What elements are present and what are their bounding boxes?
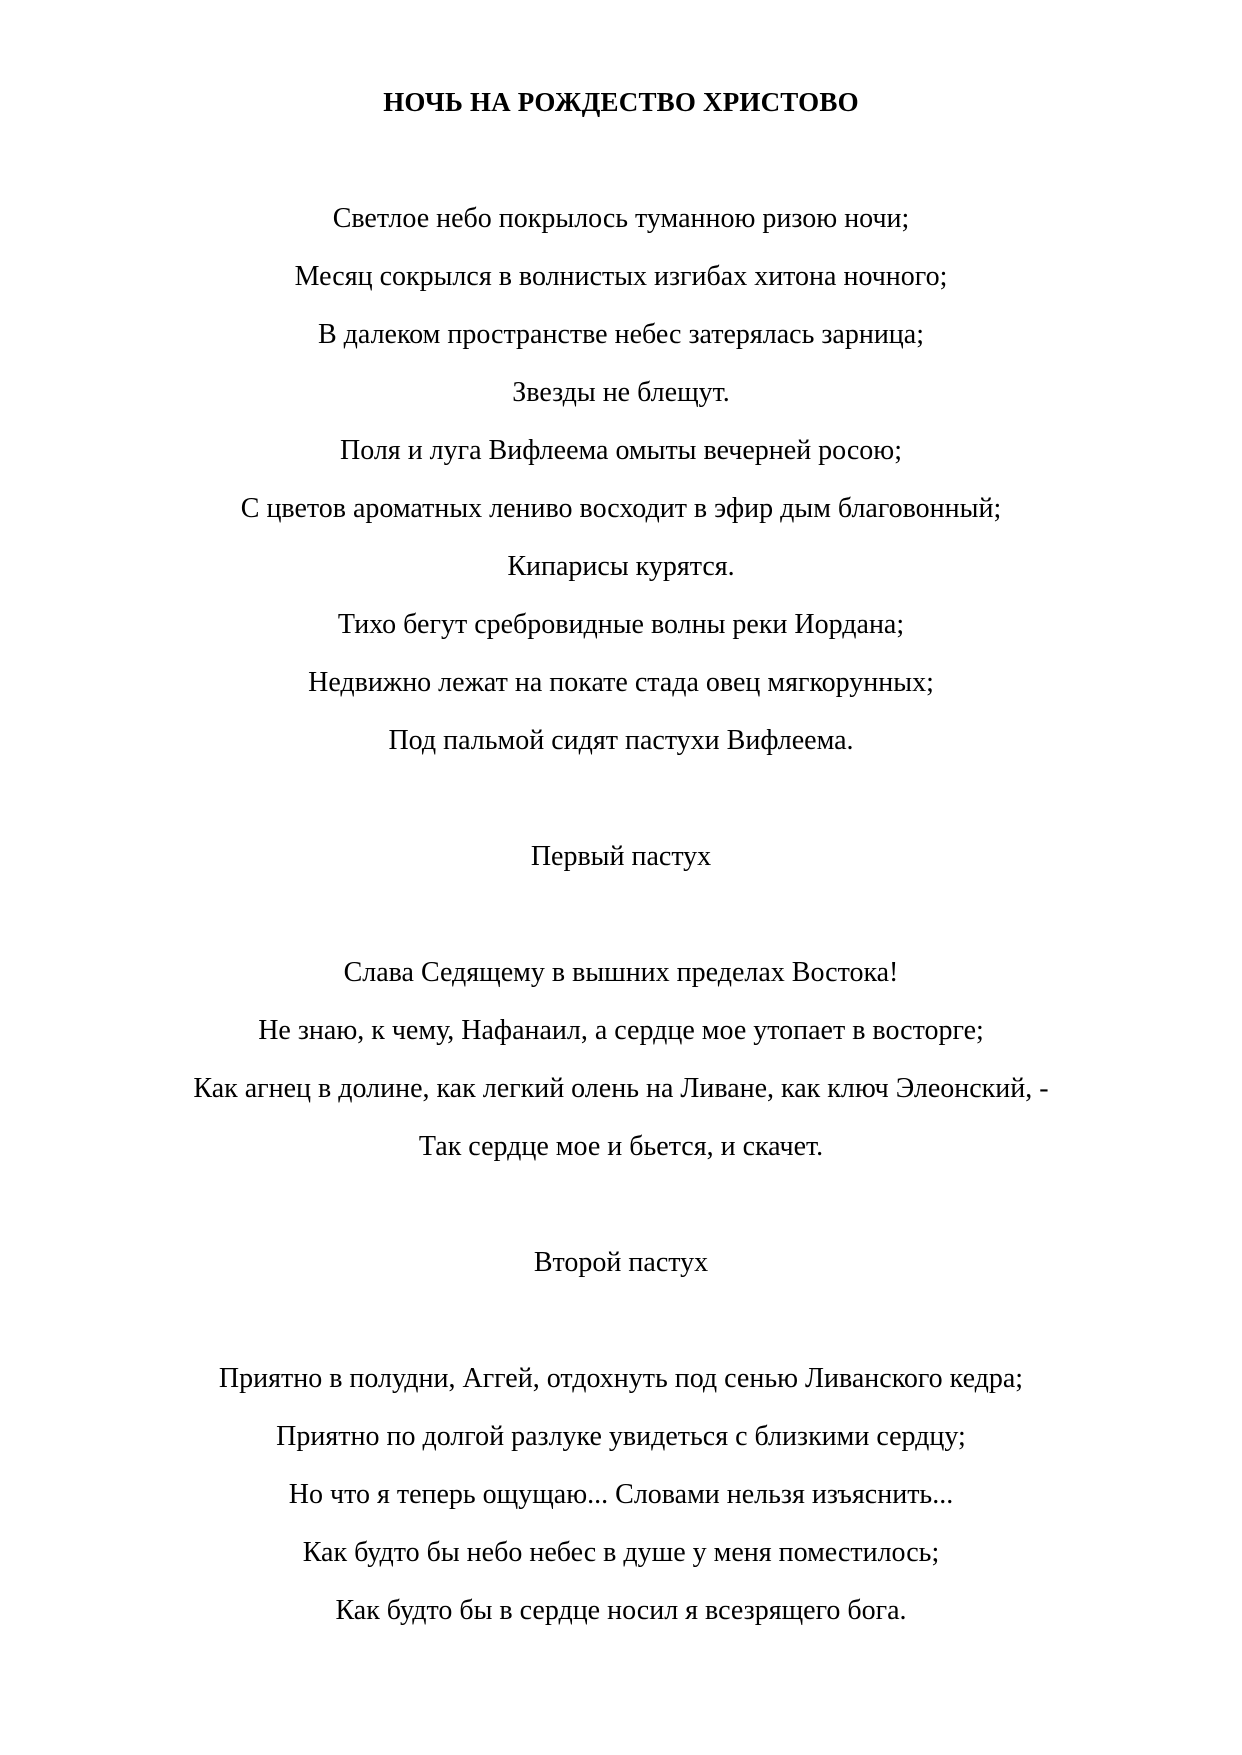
speaker-heading-second-shepherd: Второй пастух <box>533 1247 709 1278</box>
verse-line: Недвижно лежат на покате стада овец мягкорунных; <box>308 667 934 698</box>
verse-line: Под пальмой сидят пастухи Вифлеема. <box>388 725 854 756</box>
page-title: НОЧЬ НА РОЖДЕСТВО ХРИСТОВО <box>383 87 859 117</box>
verse-line: Как будто бы в сердце носил я всезрящего бога. <box>335 1595 907 1626</box>
verse-line: Звезды не блещут. <box>512 377 730 408</box>
stanza-introduction <box>0 190 1242 770</box>
verse-line: Кипарисы курятся. <box>507 551 735 582</box>
verse-line: Поля и луга Вифлеема омыты вечерней росою; <box>339 435 903 466</box>
verse-line: Слава Седящему в вышних пределах Востока! <box>343 957 899 988</box>
verse-line: С цветов ароматных лениво восходит в эфир дым благовонный; <box>240 493 1002 524</box>
verse-line: Месяц сокрылся в волнистых изгибах хитона ночного; <box>294 261 948 292</box>
verse-line: Так сердце мое и бьется, и скачет. <box>418 1131 824 1162</box>
verse-line: Приятно в полудни, Аггей, отдохнуть под сенью Ливанского кедра; <box>218 1363 1024 1394</box>
verse-line: Как будто бы небо небес в душе у меня поместилось; <box>302 1537 940 1568</box>
verse-line: В далеком пространстве небес затерялась зарница; <box>317 319 924 350</box>
verse-line: Тихо бегут сребровидные волны реки Иордана; <box>337 609 905 640</box>
stanza-first-shepherd <box>0 944 1242 1176</box>
verse-line: Как агнец в долине, как легкий олень на Ливане, как ключ Элеонский, - <box>193 1073 1049 1104</box>
verse-line: Но что я теперь ощущаю... Словами нельзя изъяснить... <box>288 1479 954 1510</box>
stanza-second-shepherd <box>0 1350 1242 1640</box>
verse-line: Приятно по долгой разлуке увидеться с близкими сердцу; <box>276 1421 966 1452</box>
verse-line: Светлое небо покрылось туманною ризою ночи; <box>332 203 910 234</box>
speaker-heading-first-shepherd: Первый пастух <box>530 841 712 872</box>
verse-line: Не знаю, к чему, Нафанаил, а сердце мое утопает в восторге; <box>258 1015 984 1046</box>
